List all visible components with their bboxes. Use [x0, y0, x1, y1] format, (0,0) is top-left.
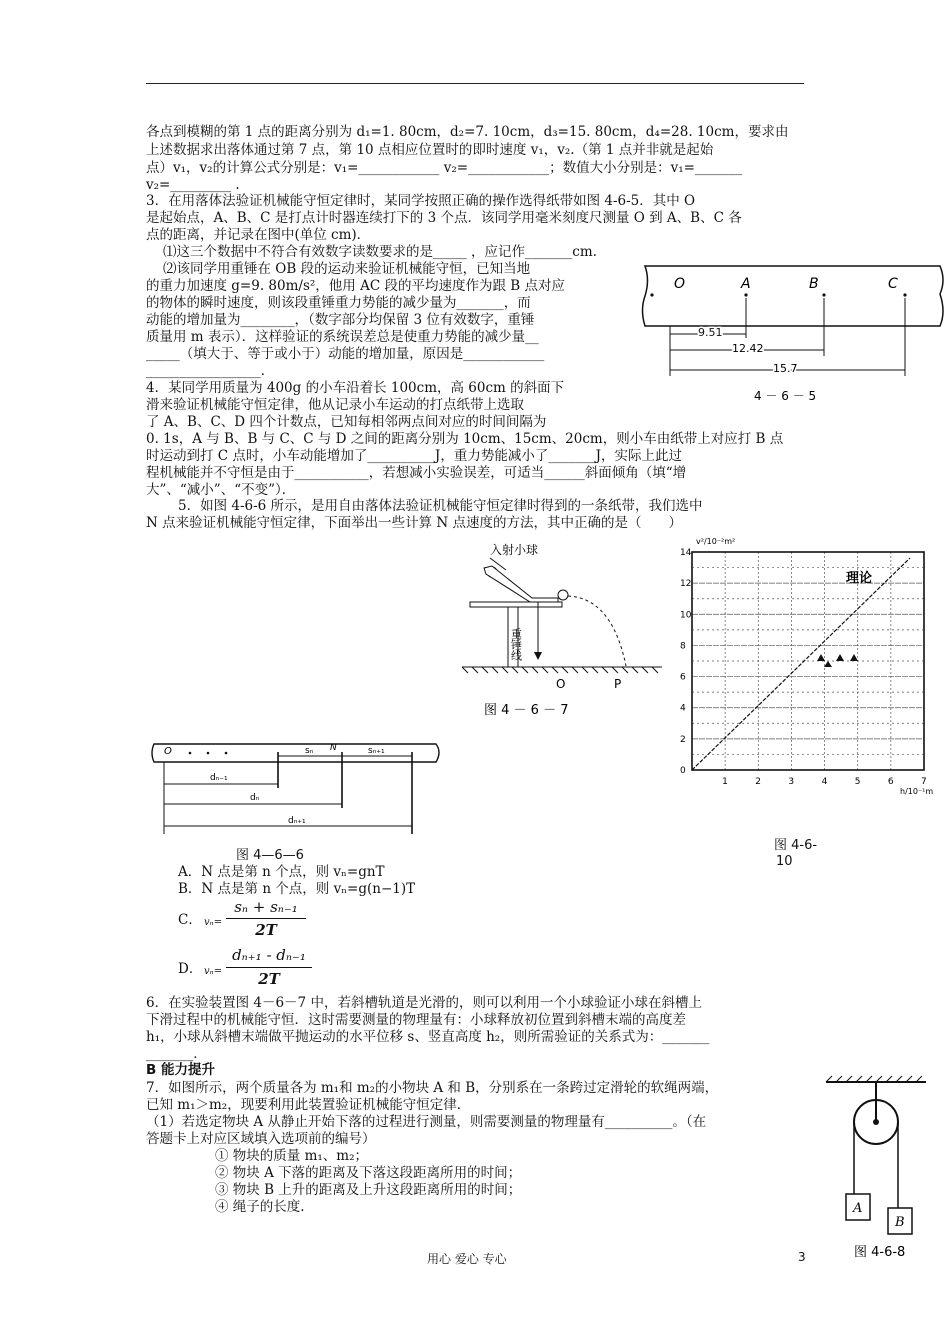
formula-c-den: 2T	[255, 921, 277, 939]
q3-line: 质量用 m 表示）．这样验证的系统误差总是使重力势能的减少量__	[146, 329, 539, 345]
figure-4-6-10	[676, 534, 946, 796]
figure-caption: 图 4-6-	[774, 838, 818, 853]
page-number: 3	[798, 1250, 806, 1264]
x-tick-label: 2	[755, 777, 762, 787]
q3-line: 的物体的瞬时速度，则该段重锤重力势能的减少量为_______，而	[146, 295, 531, 311]
option-c: C．	[178, 912, 202, 928]
header-rule	[146, 83, 804, 84]
q3-line: 点的距离，并记录在图中(单位 cm)．	[146, 227, 371, 243]
x-tick-label: 1	[722, 777, 728, 787]
theory-label: 理论	[846, 571, 873, 586]
formula-d	[226, 946, 312, 992]
x-tick-label: 5	[854, 777, 861, 787]
figure-4-6-6	[150, 738, 450, 840]
dim-label: 12.42	[732, 342, 764, 355]
y-tick-label: 10	[680, 610, 692, 621]
q6-line: 6．在实验装置图 4－6－7 中，若斜槽轨道是光滑的，则可以利用一个小球验证小球在斜槽上	[146, 995, 702, 1011]
section-heading: B 能力提升	[146, 1062, 215, 1078]
y-tick-label: 14	[680, 548, 692, 558]
q3-line: 是起始点，A、B、C 是打点计时器连续打下的 3 个点．该同学用毫米刻度尺测量 O 到 A、B、C 各	[146, 210, 742, 226]
y-tick-label: 4	[680, 703, 686, 714]
point-label: A	[741, 276, 751, 292]
dim-label: 15.7	[773, 362, 798, 375]
x-tick-label: 3	[788, 777, 795, 787]
point-O: O	[164, 746, 172, 757]
formula-c	[226, 898, 306, 942]
label-sn1: sₙ₊₁	[368, 746, 385, 756]
y-tick-label: 12	[680, 579, 692, 590]
formula-d-prefix: vₙ=	[204, 966, 223, 977]
x-tick-label: 7	[921, 777, 927, 787]
text-line: v₂=_________ .	[146, 177, 240, 193]
q3-line: ⑵该同学用重锤在 OB 段的运动来验证机械能守恒，已知当地	[163, 261, 531, 277]
footer-text: 用心 爱心 专心	[427, 1252, 507, 1266]
option-a: A．N 点是第 n 个点，则 vₙ=gnT	[178, 864, 385, 880]
x-tick-label: 4	[821, 777, 828, 787]
q3-line: _____（填大于、等于或小于）动能的增加量，原因是____________	[146, 346, 545, 362]
y-tick-label: 0	[680, 766, 686, 776]
figure-4-6-5	[640, 258, 950, 408]
formula-d-num: dₙ₊₁ - dₙ₋₁	[232, 946, 306, 964]
fraction-bar	[226, 918, 306, 919]
option-item: ② 物块 A 下落的距离及下落这段距离所用的时间；	[215, 1165, 522, 1181]
formula-c-prefix: vₙ=	[204, 917, 223, 928]
q7-line: （1）若选定物块 A 从静止开始下落的过程进行测量，则需要测量的物理量有__________。（在	[146, 1114, 707, 1130]
label-dn: dₙ	[250, 793, 260, 803]
label-dn-1: dₙ₋₁	[210, 773, 228, 783]
q3-line: 的重力加速度 g=9. 80m/s²，他用 AC 段的平均速度作为跟 B 点对应	[146, 278, 565, 294]
q6-line: 下滑过程中的机械能守恒．这时需要测量的物理量有：小球释放初位置到斜槽末端的高度差	[146, 1012, 686, 1028]
point-label: C	[888, 276, 898, 292]
q4-line: 程机械能并不守恒是由于___________，若想减小实验误差，可适当______斜面倾角（填“增	[146, 465, 687, 481]
option-item: ④ 绳子的长度.	[215, 1199, 305, 1215]
formula-c-num: sₙ + sₙ₋₁	[234, 898, 298, 916]
q3-line: _________________．	[146, 363, 275, 379]
option-item: ③ 物块 B 上升的距离及上升这段距离所用的时间；	[215, 1182, 522, 1198]
label-sn: sₙ	[305, 746, 314, 756]
q5-line: N 点来验证机械能守恒定律，下面举出一些计算 N 点速度的方法，其中正确的是（ ）	[146, 515, 682, 531]
label-P: P	[614, 677, 622, 691]
y-tick-label: 8	[680, 641, 686, 652]
label-ball: 入射小球	[490, 543, 539, 557]
option-item: ① 物块的质量 m₁、m₂；	[215, 1148, 369, 1164]
x-tick-label: 6	[887, 777, 894, 787]
option-b: B．N 点是第 n 个点，则 vₙ=g(n−1)T	[178, 881, 416, 897]
q7-line: 已知 m₁＞m₂，现要利用此装置验证机械能守恒定律．	[146, 1097, 471, 1113]
label-dn1: dₙ₊₁	[288, 816, 306, 826]
option-d: D．	[178, 961, 203, 977]
figure-4-6-8	[822, 1074, 932, 1264]
q6-line: _______．	[146, 1046, 207, 1062]
q4-line: 了 A、B、C、D 四个计数点，已知每相邻两点间对应的时间间隔为	[146, 414, 547, 430]
formula-d-den: 2T	[258, 970, 280, 988]
graph-xlabel: h/10⁻¹m	[900, 787, 934, 796]
graph-ylabel: v²/10⁻²m²	[696, 537, 736, 546]
dim-label: 9.51	[698, 326, 723, 339]
q4-line: 时运动到打 C 点时，小车动能增加了__________J，重力势能减小了_______J，实际上此过	[146, 448, 682, 464]
q6-line: h₁，小球从斜槽末端做平抛运动的水平位移 s、竖直高度 h₂，则所需验证的关系式为：_______	[146, 1029, 710, 1045]
text-line: 点）v₁，v₂的计算公式分别是：v₁=____________ v₂=____________；数值大小分别是：v₁=_______	[146, 160, 743, 176]
q5-line: 5．如图 4-6-6 所示，是用自由落体法验证机械能守恒定律时得到的一条纸带，我们选中	[178, 498, 703, 514]
fraction-bar	[226, 967, 312, 968]
label-O: O	[556, 677, 566, 691]
block-A: A	[853, 1201, 863, 1216]
q4-line: 0. 1s，A 与 B、B 与 C、C 与 D 之间的距离分别为 10cm、15cm、20cm，则小车由纸带上对应打 B 点	[146, 431, 784, 447]
y-tick-label: 6	[680, 672, 686, 683]
q7-line: 7．如图所示，两个质量各为 m₁和 m₂的小物块 A 和 B，分别系在一条跨过定滑轮的软绳两端，	[146, 1080, 719, 1096]
y-tick-label: 2	[680, 734, 686, 745]
figure-caption: 4 － 6 － 5	[754, 389, 817, 403]
figure-caption: 图 4 － 6 － 7	[484, 703, 569, 718]
label-plumb: 重锤线	[509, 628, 523, 661]
block-B: B	[895, 1215, 905, 1230]
figure-caption: 10	[776, 854, 793, 869]
figure-caption: 图 4—6—6	[236, 848, 304, 863]
text-line: 上述数据求出落体通过第 7 点，第 10 点相应位置时的即时速度 v₁，v₂.（第 1 点并非就是起始	[146, 142, 714, 158]
q3-line: 3．在用落体法验证机械能守恒定律时，某同学按照正确的操作选得纸带如图 4-6-5．其中 O	[146, 193, 696, 209]
point-N: N	[330, 743, 337, 753]
point-label: O	[674, 276, 686, 292]
q4-line: 滑来验证机械能守恒定律，他从记录小车运动的打点纸带上选取	[146, 397, 524, 413]
text-line: 各点到模糊的第 1 点的距离分别为 d₁=1. 80cm，d₂=7. 10cm，d₃=15. 80cm，d₄=28. 10cm，要求由	[146, 124, 789, 140]
point-label: B	[809, 276, 819, 292]
q3-line: 动能的增加量为________，（数字部分均保留 3 位有效数字，重锤	[146, 312, 535, 328]
figure-4-6-7	[462, 538, 662, 720]
q4-line: 4．某同学用质量为 400g 的小车沿着长 100cm，高 60cm 的斜面下	[146, 380, 565, 396]
q3-line: ⑴这三个数据中不符合有效数字读数要求的是_____ ，应记作_______cm.	[163, 244, 597, 260]
figure-caption: 图 4-6-8	[854, 1245, 906, 1260]
q4-line: 大”、“减小”、“不变”）．	[146, 482, 296, 498]
q7-line: 答题卡上对应区域填入选项前的编号）	[146, 1131, 376, 1147]
